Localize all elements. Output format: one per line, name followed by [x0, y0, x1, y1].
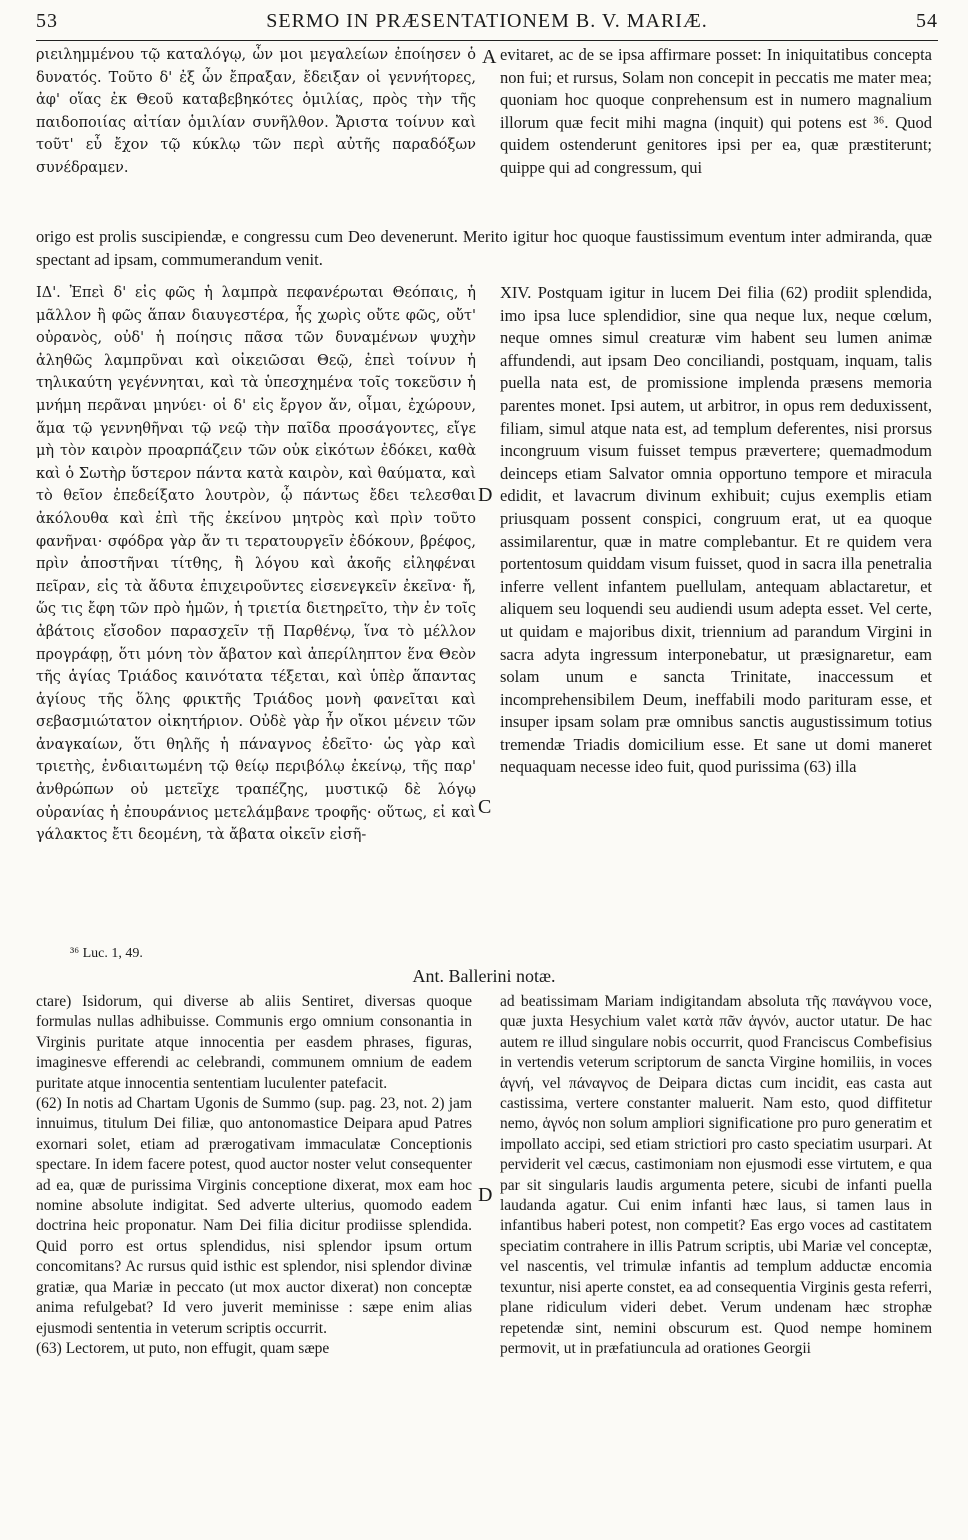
running-title: SERMO IN PRÆSENTATIONEM B. V. MARIÆ.	[266, 10, 708, 32]
note-62: (62) In notis ad Chartam Ugonis de Summo (sup. pag. 23, not. 2) jam innuimus, titulum Dei filiæ, quo antonomastice Deipara apud Patres exornari solet, etiam ad prærogativam immaculatæ Conceptionis spectare. In idem facere potest, quod auctor noster velut consequenter ad ea, quæ de purissima Virginis conceptione dixerat, mox eam hoc nomine absolute indigitat. Sed adverte ulterius, quomodo eadem doctrina heic proponatur. Nam Dei filia dicitur prodiisse splendida. Quid porro est ortus splendidus, nisi splendor ipsum ortum concomitans? Ac rursus quid isthic est splendor, nisi splendor divinæ gratiæ, qua Mariæ in peccato (ut mox auctor dixerat) non conceptæ anima refulgebat? Id vero juverit meminisse : sæpe enim alias ejusmodi sententia in veterum scriptis occurrit.	[36, 1095, 472, 1337]
greek-text-1: ριειλημμένου τῷ καταλόγῳ, ὧν μοι μεγαλείων ἐποίησεν ὁ δυνατός. Τοῦτο δ' ἐξ ὧν ἔπραξαν, ἔδειξαν οἱ γεννήτορες, ἀφ' οἵας ἐκ Θεοῦ καταβεβηκότες ὁμιλίας, πρὸς τὴν τῆς παιδοποιίας αἰτίαν ὁμιλίαν συνῆλθον. Ἄριστα τοίνυν καὶ τοῦτ' εὖ ἔχον τῷ κύκλῳ τῶν περὶ αὐτῆς παραδόξων συνέδραμεν.	[36, 47, 476, 176]
latin-text-2: XIV. Postquam igitur in lucem Dei filia (62) prodiit splendida, imo ipsa luce splendidior, sine qua neque lux, neque cœlum, neque omnes simul creaturæ vim habent seu lumen animæ affundendi, aut ipsam Deo conciliandi, postquam, inquam, talis puella nata est, de promissione implenda præsens memoria parentes monet. Ipsi autem, ut arbitror, in opus rem deduxissent, filiam, simul atque nata est, ad templum deferentes, nisi prorsus incongruum visum fuisset tempus prævertere; quemadmodum deinceps etiam Salvator omnia opportuno tempore et miracula edidit, et lavacrum divinum exhibuit; cujus exemplis etiam priusquam possent conspici, congruum erat, ut ea quoque assimilarentur, quæ in matre complebantur. Et re quidem vera portentosum quiddam visum fuisset, quod in sacra illa penetralia inferre vellent infantem puellulam, antequam ablactaretur, et aliquem seu loquendi seu audiendi usum adepta esset. Vel certe, ut quidam e majoribus dixit, triennium ad parandum Virgini in sacra adyta ingressum interponebatur, ut præsignaretur, eam solam unum e sancta Trinitate, inaccessum et incomprehensibilem Deum, ineffabili modo parituram esse, et insuper ipsam solam præ omnibus sanctis augustissimum totius tremendæ Triadis domicilium esse. Et sane ut domi maneret nequaquam necesse ideo fuit, quod purissima (63) illa	[500, 283, 932, 777]
margin-letter-a: A	[482, 46, 497, 68]
margin-letter-d-notes: D	[478, 1184, 493, 1206]
header-rule	[36, 40, 938, 41]
footnote: ³⁶ Luc. 1, 49.	[70, 946, 143, 961]
notes-title: Ant. Ballerini notæ.	[412, 966, 556, 986]
full-width-text: origo est prolis suscipiendæ, e congressu cum Deo devenerunt. Merito igitur hoc quoque faustissimum eventum inter admiranda, quæ spectant ad ipsam, commumerandum venit.	[36, 227, 932, 269]
notes-left-column	[36, 992, 472, 1359]
note-paragraph: ctare) Isidorum, qui diverse ab aliis Sentiret, diversas quoque formulas nullas adhibuisse. Communis ergo omnium consonantia in Virginis puritate atque innocentia per easdem phrases, figuras, imaginesve efferendi ac celebrandi, communem omnium de eadem puritate atque innocentia sententiam luculenter patefacit.	[36, 993, 472, 1092]
latin-text-1: evitaret, ac de se ipsa affirmare posset: In iniquitatibus concepta non fui; et rursus, Solam non concepit in peccatis me mater mea; quoniam hoc quoque conprehensum est in numero magnalium illorum quæ fecit mihi magna (inquit) qui potens est ³⁶. Quod quidem ostenderunt genitores ipsi per ea, quæ præstiterunt; quippe qui ad congressum, qui	[500, 45, 932, 177]
note-63: (63) Lectorem, ut puto, non effugit, quam sæpe	[36, 1339, 330, 1357]
running-header	[36, 10, 938, 40]
margin-letter-c: C	[478, 796, 492, 818]
greek-text-2: ΙΔ'. Ἐπεὶ δ' εἰς φῶς ἡ λαμπρὰ πεφανέρωται Θεόπαις, ἡ μᾶλλον ἢ φῶς ἅπαν διαυγεστέρα, ἧς χωρὶς οὔτε φῶς, οὔτ' οὐρανὸς, οὐδ' ἡ ποίησις πᾶσα τῶν δυναμένων ψυχὴν ἀληθῶς λαμπρῦναι καὶ οἰκειῶσαι Θεῷ, ἐπεὶ τοίνυν ἡ τηλικαύτη γεγέννηται, καὶ τὰ ὑπεσχημένα τοῖς τοκεῦσιν ἡ μνήμη περᾶναι μηνύει· οἱ δ' εἰς ἔργον ἄν, οἶμαι, ἐχώρουν, ἅμα τῷ γεννηθῆναι τῷ νεῷ τὴν παῖδα προσάγοντες, εἴγε μὴ τὸν καιρὸν προαρπάζειν τῶν οὐκ εἰκότων ἐδόκει, καθὰ καὶ ὁ Σωτὴρ ὕστερον πάντα κατὰ καιρὸν, καὶ θαύματα, καὶ τὸ θεῖον ἐπεδείξατο λουτρὸν, ᾧ πάντως ἔδει τελεσθαι ἀκόλουθα καὶ ἐπὶ τῆς ἐκείνου μητρὸς καὶ πρὶν τοῦτο φανῆναι· σφόδρα γὰρ ἄν τι τερατουργεῖν ἐδόκουν, βρέφος, πρὶν ἀποστῆναι τίτθης, ἢ λόγου καὶ ἀκοῆς εἰληφέναι πεῖραν, εἰς τὰ ἄδυτα ἐπιχειροῦντες εἰσενεγκεῖν ἐκεῖνα· ἤ, ὥς τις ἔφη τῶν πρὸ ἡμῶν, ἡ τριετία διετηρεῖτο, τὴν ἐν τοῖς ἀβάτοις εἴσοδον παρασχεῖν τῇ Παρθένῳ, ἵνα τὸ μέλλον προγράφῃ, ὅτι μόνη τὸν ἄβατον καὶ ἀπερίληπτον ἕνα Θεὸν τῆς ἁγίας Τριάδος καινότατα τέξεται, καὶ ὑπὲρ ἅπαντας ἁγίους τῆς ὅλης φρικτῆς Τριάδος μονὴ φανεῖται καὶ σεβασμιώτατον οἰκητήριον. Οὐδὲ γὰρ ἦν οἴκοι μένειν τῶν ἀναγκαίων, ὅτι θηλῆς ἡ πάναγνος ἐδεῖτο· ὡς γὰρ καὶ τριετὴς, ἐνδιαιτωμένη τῷ θείῳ περιβόλῳ ἐκείνῳ, τῆς παρ' ἀνθρώπων οὐ μετεῖχε τραπέζης, μυστικῷ δὲ λόγῳ οὐρανίας ἡ ἐπουράνιος μετελάμβανε τροφῆς· οὕτως, εἰ καὶ γάλακτος ἔτι δεομένη, τὰ ἄβατα οἰκεῖν εἰσῆ-	[36, 285, 476, 844]
margin-letter-d: D	[478, 484, 493, 506]
page-number-right: 54	[916, 10, 938, 32]
page-number-left: 53	[36, 10, 58, 32]
notes-right-column: ad beatissimam Mariam indigitandam absoluta τῆς πανάγνου voce, quæ juxta Hesychium valet κατὰ πᾶν ἁγνόν, auctor utatur. De hac autem re illud singulare nobis occurrit, quod Franciscus Combefisius in vertendis veterum scriptorum de sancta Virgine homiliis, in voces ἁγνή, vel πάναγνος de Deipara dictas cum incidit, eas casta aut castissima, vertere constanter maluerit. Nam esto, quod diffitetur nemo, ἁγνός non solum ampliori significatione pro puro generatim et impollato accipi, sed etiam strictiori pro casto speciatim usurpari. At perviderit vel cæcus, castimoniam non ejusmodi esse virtutem, e qua par sit singularis laudis argumenta petere, sicubi de infanti puella laudanda agatur. Cui enim infanti hæc laus, si tamen laus in infantibus haberi potest, non competit? Eas ergo voces ad castitatem speciatim contrahere in illis Patrum scriptis, ubi Mariæ vel conceptæ, vel nascentis, vel trimulæ infantis ad templum adductæ encomia texuntur, nisi aperte constet, ea ad consequentia Virginis gesta referri, plane ridiculum videri debet. Verum undenam hæc strophæ repetendæ sint, nemini obscurum est. Quod nempe hominem permovit, ut in præfatiuncula ad orationes Georgii	[500, 993, 932, 1357]
